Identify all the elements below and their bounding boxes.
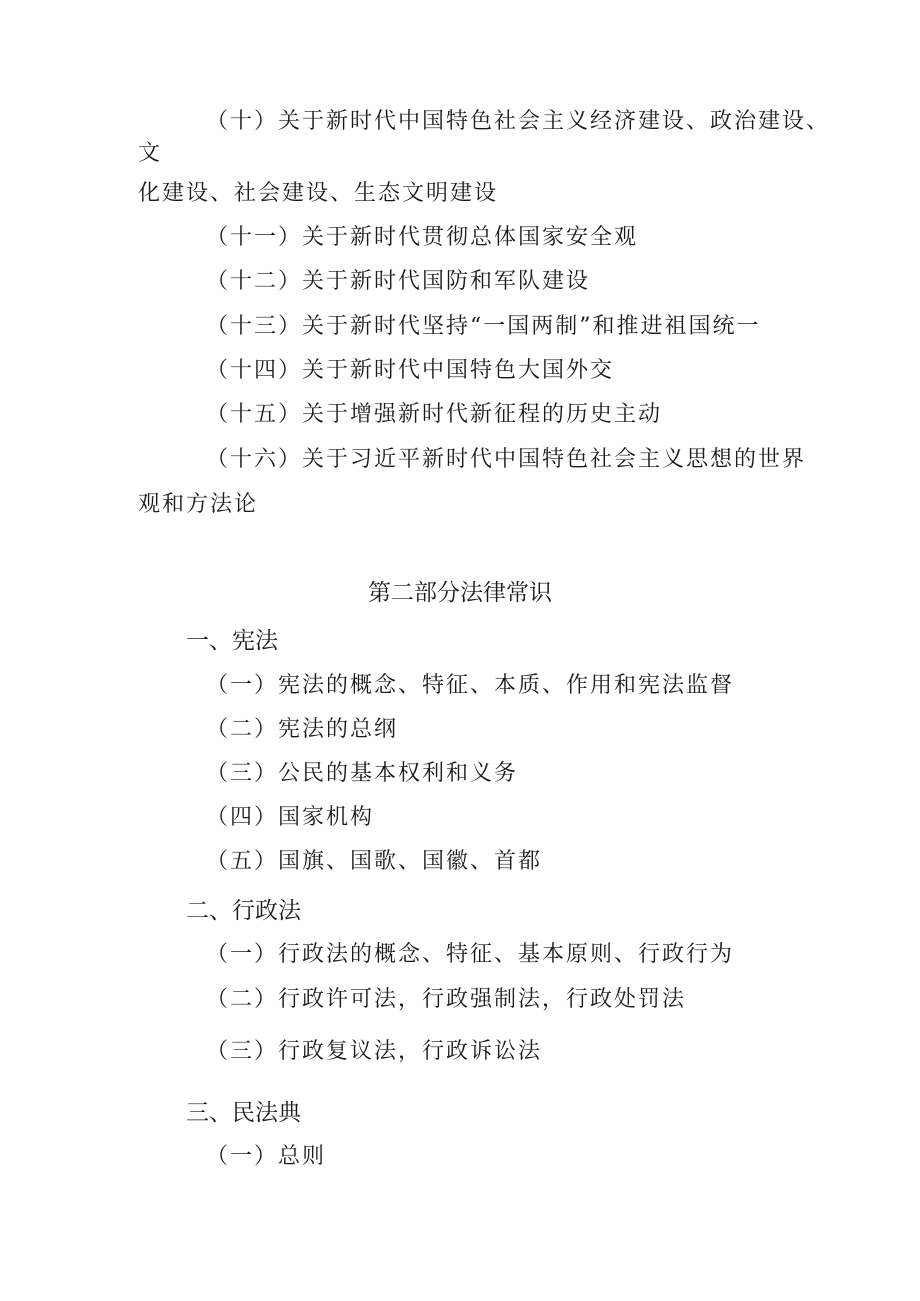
constitution-item-1: （一）宪法的概念、特征、本质、作用和宪法监督 (206, 673, 735, 698)
constitution-item-4: （四）国家机构 (206, 805, 375, 830)
item-ten-line-2: 文 (138, 141, 163, 166)
administrative-item-3: （三）行政复议法，行政诉讼法 (206, 1039, 543, 1064)
constitution-item-5: （五）国旗、国歌、国徽、首都 (206, 849, 543, 874)
administrative-item-1: （一）行政法的概念、特征、基本原则、行政行为 (206, 942, 735, 967)
constitution-item-2: （二）宪法的总纲 (206, 717, 399, 742)
item-fifteen: （十五）关于增强新时代新征程的历史主动 (206, 402, 663, 427)
section-administrative-heading: 二、行政法 (186, 898, 301, 924)
part-two-title: 第二部分法律常识 (368, 580, 552, 606)
item-ten-line-1: （十）关于新时代中国特色社会主义经济建设、政治建设、 (206, 109, 831, 134)
item-sixteen-line-2: 观和方法论 (138, 492, 259, 517)
section-constitution-heading: 一、宪法 (186, 628, 278, 654)
item-eleven: （十一）关于新时代贯彻总体国家安全观 (206, 225, 639, 250)
item-sixteen-line-1: （十六）关于习近平新时代中国特色社会主义思想的世界 (206, 447, 807, 472)
item-ten-line-3: 化建设、社会建设、生态文明建设 (138, 181, 499, 206)
section-civil-code-heading: 三、民法典 (186, 1100, 301, 1126)
administrative-item-2: （二）行政许可法，行政强制法，行政处罚法 (206, 987, 687, 1012)
item-fourteen: （十四）关于新时代中国特色大国外交 (206, 358, 615, 383)
civil-code-item-1: （一）总则 (206, 1144, 327, 1169)
item-thirteen: （十三）关于新时代坚持“一国两制”和推进祖国统一 (206, 314, 761, 339)
constitution-item-3: （三）公民的基本权利和义务 (206, 761, 519, 786)
item-twelve: （十二）关于新时代国防和军队建设 (206, 269, 591, 294)
